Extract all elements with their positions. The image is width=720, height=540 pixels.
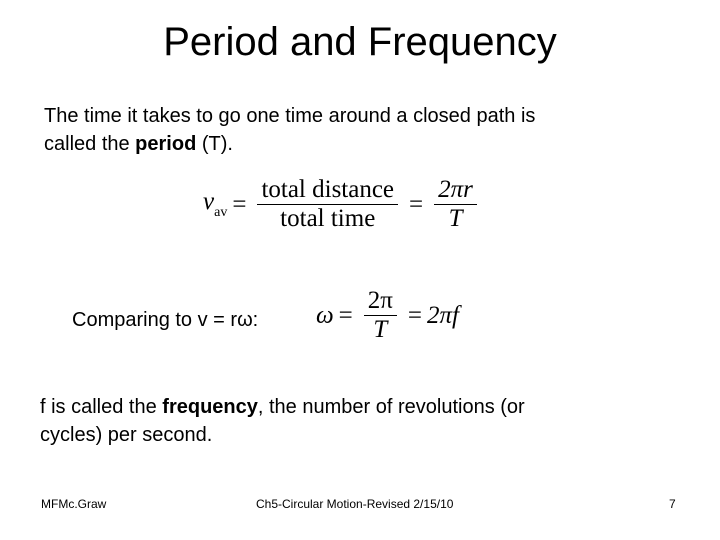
equation-lhs-v: $v_{av}$ <box>203 188 228 220</box>
fraction-numerator: 2πr <box>434 176 477 205</box>
fraction-denominator: T <box>448 205 463 232</box>
two-pi-over-t-fraction <box>364 287 397 344</box>
fraction-numerator: total distance <box>257 176 398 205</box>
frequency-term: frequency <box>162 396 258 418</box>
equals-sign: = <box>338 301 353 329</box>
footer-page-number: 7 <box>669 497 676 511</box>
footer-chapter: Ch5-Circular Motion-Revised 2/15/10 <box>256 497 454 511</box>
comparison-label: Comparing to v = rω: <box>72 309 259 331</box>
period-definition-line1: The time it takes to go one time around a closed path is <box>44 105 536 127</box>
period-definition-text <box>44 102 535 158</box>
frequency-definition-line1-end: , the number of revolutions (or <box>257 396 525 418</box>
equation-lhs-omega: ω <box>316 301 334 329</box>
equals-sign: = <box>407 301 422 329</box>
frequency-definition-text <box>40 393 525 449</box>
fraction-denominator: T <box>373 316 388 343</box>
period-definition-line2-start: called the <box>44 133 136 155</box>
average-speed-equation <box>203 176 483 233</box>
footer-author: MFMc.Graw <box>41 497 107 511</box>
period-term: period <box>135 133 197 155</box>
fraction-numerator: 2π <box>364 287 397 316</box>
circumference-period-fraction <box>434 176 477 233</box>
period-definition-line2-end: (T). <box>196 133 233 155</box>
equation-lhs-subscript: av <box>214 205 228 220</box>
equation-rhs: 2πf <box>427 301 459 329</box>
frequency-definition-line1-start: f is called the <box>40 396 163 418</box>
equals-sign: = <box>232 190 247 218</box>
angular-frequency-equation <box>316 287 459 344</box>
distance-time-fraction <box>257 176 398 233</box>
equals-sign: = <box>409 190 424 218</box>
fraction-denominator: total time <box>280 205 376 232</box>
slide-title: Period and Frequency <box>163 20 557 64</box>
frequency-definition-line2: cycles) per second. <box>40 424 213 446</box>
